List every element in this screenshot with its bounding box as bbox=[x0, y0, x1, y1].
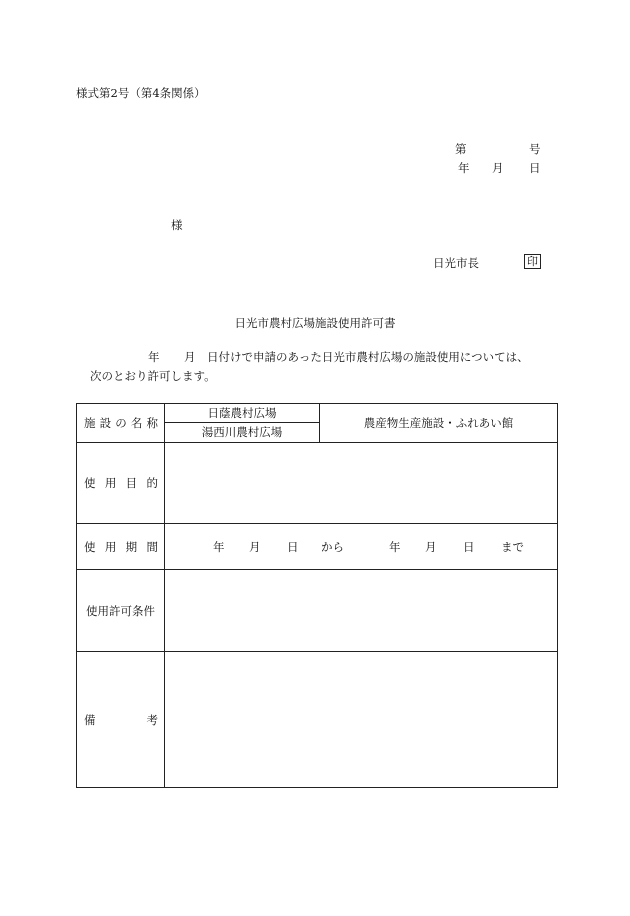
period-from-month: 月 bbox=[249, 539, 261, 554]
facility-label-char: の bbox=[115, 416, 127, 430]
period-label-char: 期 bbox=[125, 539, 138, 554]
facility-label bbox=[77, 415, 164, 431]
period-value[interactable] bbox=[165, 524, 558, 570]
remarks-value[interactable] bbox=[165, 652, 558, 788]
remarks-label bbox=[77, 712, 164, 728]
doc-date-year: 年 bbox=[458, 161, 470, 175]
facility-label-char: 施 bbox=[84, 416, 96, 430]
period-row bbox=[77, 524, 558, 570]
doc-date-day: 日 bbox=[529, 161, 541, 175]
intro-line1: 日付けで申請のあった日光市農村広場の施設使用については、 bbox=[207, 350, 529, 364]
purpose-label-char: 的 bbox=[146, 476, 158, 490]
period-to-day: 日 bbox=[463, 539, 475, 554]
purpose-value[interactable] bbox=[165, 443, 558, 524]
intro-line2: 次のとおり許可します。 bbox=[90, 369, 216, 383]
remarks-label-cell bbox=[77, 652, 165, 788]
purpose-label-cell bbox=[77, 443, 165, 524]
facility-row bbox=[77, 404, 558, 443]
period-label bbox=[77, 539, 164, 555]
purpose-row bbox=[77, 443, 558, 524]
period-label-char: 使 bbox=[84, 539, 96, 554]
facility-options-cell bbox=[165, 404, 320, 443]
period-line bbox=[165, 539, 557, 555]
period-from-day: 日 bbox=[287, 539, 299, 554]
facility-option-2: 湯西川農村広場 bbox=[201, 425, 283, 439]
doc-number-go: 号 bbox=[529, 142, 541, 156]
conditions-row bbox=[77, 570, 558, 652]
facility-label-cell bbox=[77, 404, 165, 443]
document-title: 日光市農村広場施設使用許可書 bbox=[234, 316, 396, 330]
facility-label-char: 称 bbox=[146, 416, 158, 430]
facility-label-char: 設 bbox=[99, 416, 112, 430]
period-label-char: 間 bbox=[146, 539, 158, 554]
facility-option-1: 日蔭農村広場 bbox=[165, 404, 319, 423]
facility-label-char: 名 bbox=[130, 416, 143, 430]
facility-detail: 農産物生産施設・ふれあい館 bbox=[320, 404, 558, 443]
purpose-label-char: 用 bbox=[104, 476, 117, 490]
remarks-row bbox=[77, 652, 558, 788]
addressee-suffix: 様 bbox=[171, 218, 183, 232]
doc-date-month: 月 bbox=[492, 161, 504, 175]
form-number: 様式第2号（第4条関係） bbox=[76, 86, 206, 100]
intro-year: 年 bbox=[148, 350, 160, 364]
issuer-name: 日光市長 bbox=[433, 256, 479, 270]
remarks-label-char: 考 bbox=[146, 712, 158, 727]
seal-mark: 印 bbox=[524, 254, 541, 269]
period-to-year: 年 bbox=[389, 539, 401, 554]
period-from-year: 年 bbox=[213, 539, 225, 554]
period-label-cell bbox=[77, 524, 165, 570]
period-label-char: 用 bbox=[104, 539, 117, 554]
intro-month: 月 bbox=[184, 350, 196, 364]
period-to-month: 月 bbox=[425, 539, 437, 554]
remarks-label-char: 備 bbox=[84, 712, 96, 727]
purpose-label-char: 使 bbox=[84, 476, 96, 490]
conditions-value[interactable] bbox=[165, 570, 558, 652]
period-to-word: まで bbox=[501, 539, 524, 554]
conditions-label: 使用許可条件 bbox=[77, 570, 165, 652]
permit-table bbox=[76, 403, 558, 788]
purpose-label-char: 目 bbox=[125, 476, 138, 490]
purpose-label bbox=[77, 475, 164, 491]
period-from-word: から bbox=[321, 539, 344, 554]
doc-number-dai: 第 bbox=[455, 142, 467, 156]
